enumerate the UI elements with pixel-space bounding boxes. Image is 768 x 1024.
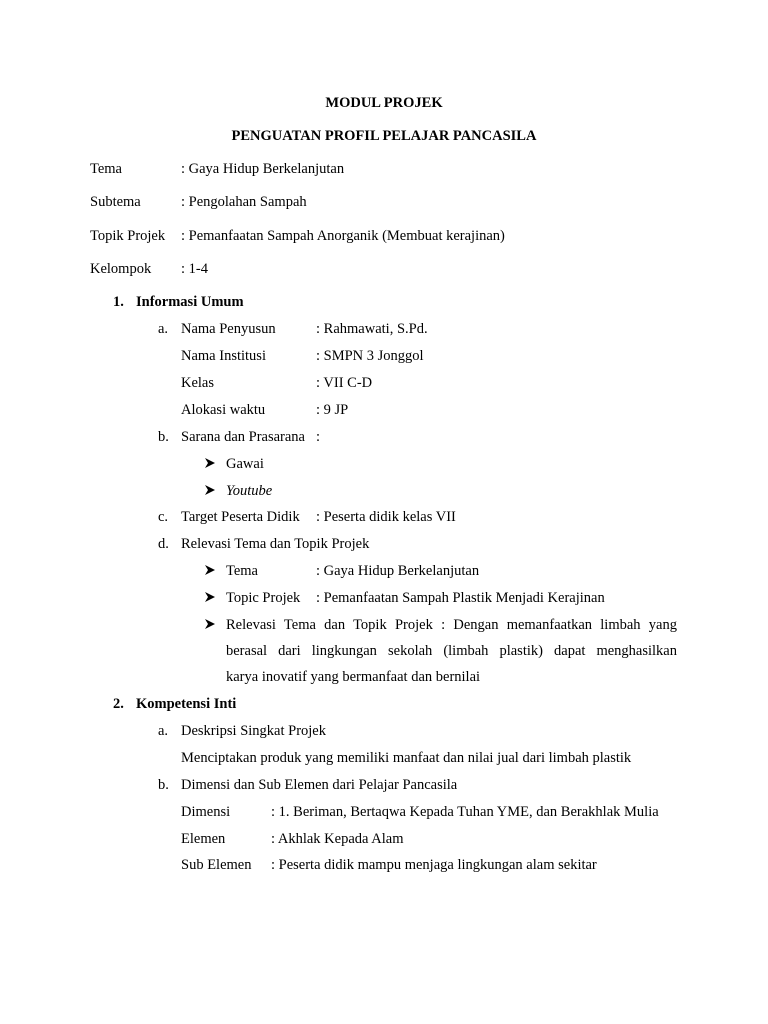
sarana-item-youtube: Youtube (226, 483, 273, 499)
arrowhead-bullet-icon (204, 457, 216, 469)
section1-d-letter: d. (158, 536, 169, 552)
section1-number: 1. (113, 294, 124, 310)
section2-title: Kompetensi Inti (136, 696, 237, 712)
section2-a-letter: a. (158, 723, 169, 739)
info-label-alokasi: Alokasi waktu (181, 402, 266, 418)
arrowhead-bullet-icon (204, 564, 216, 576)
section1-b-letter: b. (158, 429, 169, 445)
arrowhead-bullet-icon (204, 591, 216, 603)
relevasi-line-2: berasal dari lingkungan sekolah (limbah plastik) dapat menghasilkan (226, 643, 677, 659)
info-label-kelas: Kelas (181, 375, 215, 391)
info-value-institusi: : SMPN 3 Jonggol (316, 348, 424, 364)
document-title: MODUL PROJEK (325, 95, 443, 111)
relevasi-tema-label: Tema (226, 563, 258, 579)
relevasi-topic-label: Topic Projek (226, 590, 301, 606)
relevasi-heading: Relevasi Tema dan Topik Projek (181, 536, 370, 552)
header-value-kelompok: : 1-4 (181, 261, 208, 277)
info-label-penyusun: Nama Penyusun (181, 321, 276, 337)
relevasi-paragraph (226, 618, 677, 685)
header-label-topik: Topik Projek (90, 228, 166, 244)
section1-c-letter: c. (158, 509, 169, 525)
dimensi-value: : 1. Beriman, Bertaqwa Kepada Tuhan YME, dan Berakhlak Mulia (271, 804, 659, 820)
relevasi-line-3: karya inovatif yang bermanfaat dan bernilai (226, 669, 481, 685)
section1-title: Informasi Umum (136, 294, 244, 310)
info-value-alokasi: : 9 JP (316, 402, 349, 418)
target-value: : Peserta didik kelas VII (316, 509, 456, 525)
section1-a-letter: a. (158, 321, 169, 337)
section2-number: 2. (113, 696, 124, 712)
info-value-kelas: : VII C-D (316, 375, 373, 391)
arrowhead-bullet-icon (204, 618, 216, 630)
target-label: Target Peserta Didik (181, 509, 300, 525)
header-label-kelompok: Kelompok (90, 261, 152, 277)
sarana-item-gawai: Gawai (226, 456, 264, 472)
header-label-tema: Tema (90, 161, 122, 177)
info-value-penyusun: : Rahmawati, S.Pd. (316, 321, 428, 337)
header-value-tema: : Gaya Hidup Berkelanjutan (181, 161, 345, 177)
document-subtitle: PENGUATAN PROFIL PELAJAR PANCASILA (231, 128, 537, 144)
sarana-colon: : (316, 429, 321, 445)
dimensi-heading: Dimensi dan Sub Elemen dari Pelajar Pancasila (181, 777, 458, 793)
relevasi-tema-value: : Gaya Hidup Berkelanjutan (316, 563, 480, 579)
header-value-subtema: : Pengolahan Sampah (181, 194, 307, 210)
header-label-subtema: Subtema (90, 194, 141, 210)
deskripsi-heading: Deskripsi Singkat Projek (181, 723, 326, 739)
deskripsi-text: Menciptakan produk yang memiliki manfaat dan nilai jual dari limbah plastik (181, 750, 632, 766)
dimensi-label: Dimensi (181, 804, 231, 820)
info-label-institusi: Nama Institusi (181, 348, 266, 364)
relevasi-topic-value: : Pemanfaatan Sampah Plastik Menjadi Kerajinan (316, 590, 605, 606)
relevasi-line-1: Relevasi Tema dan Topik Projek : Dengan memanfaatkan limbah yang (226, 617, 677, 633)
sub-elemen-value: : Peserta didik mampu menjaga lingkungan alam sekitar (271, 857, 597, 873)
section2-b-letter: b. (158, 777, 169, 793)
elemen-label: Elemen (181, 831, 226, 847)
arrowhead-bullet-icon (204, 484, 216, 496)
header-value-topik: : Pemanfaatan Sampah Anorganik (Membuat kerajinan) (181, 228, 505, 244)
sarana-label: Sarana dan Prasarana (181, 429, 305, 445)
sub-elemen-label: Sub Elemen (181, 857, 252, 873)
elemen-value: : Akhlak Kepada Alam (271, 831, 404, 847)
